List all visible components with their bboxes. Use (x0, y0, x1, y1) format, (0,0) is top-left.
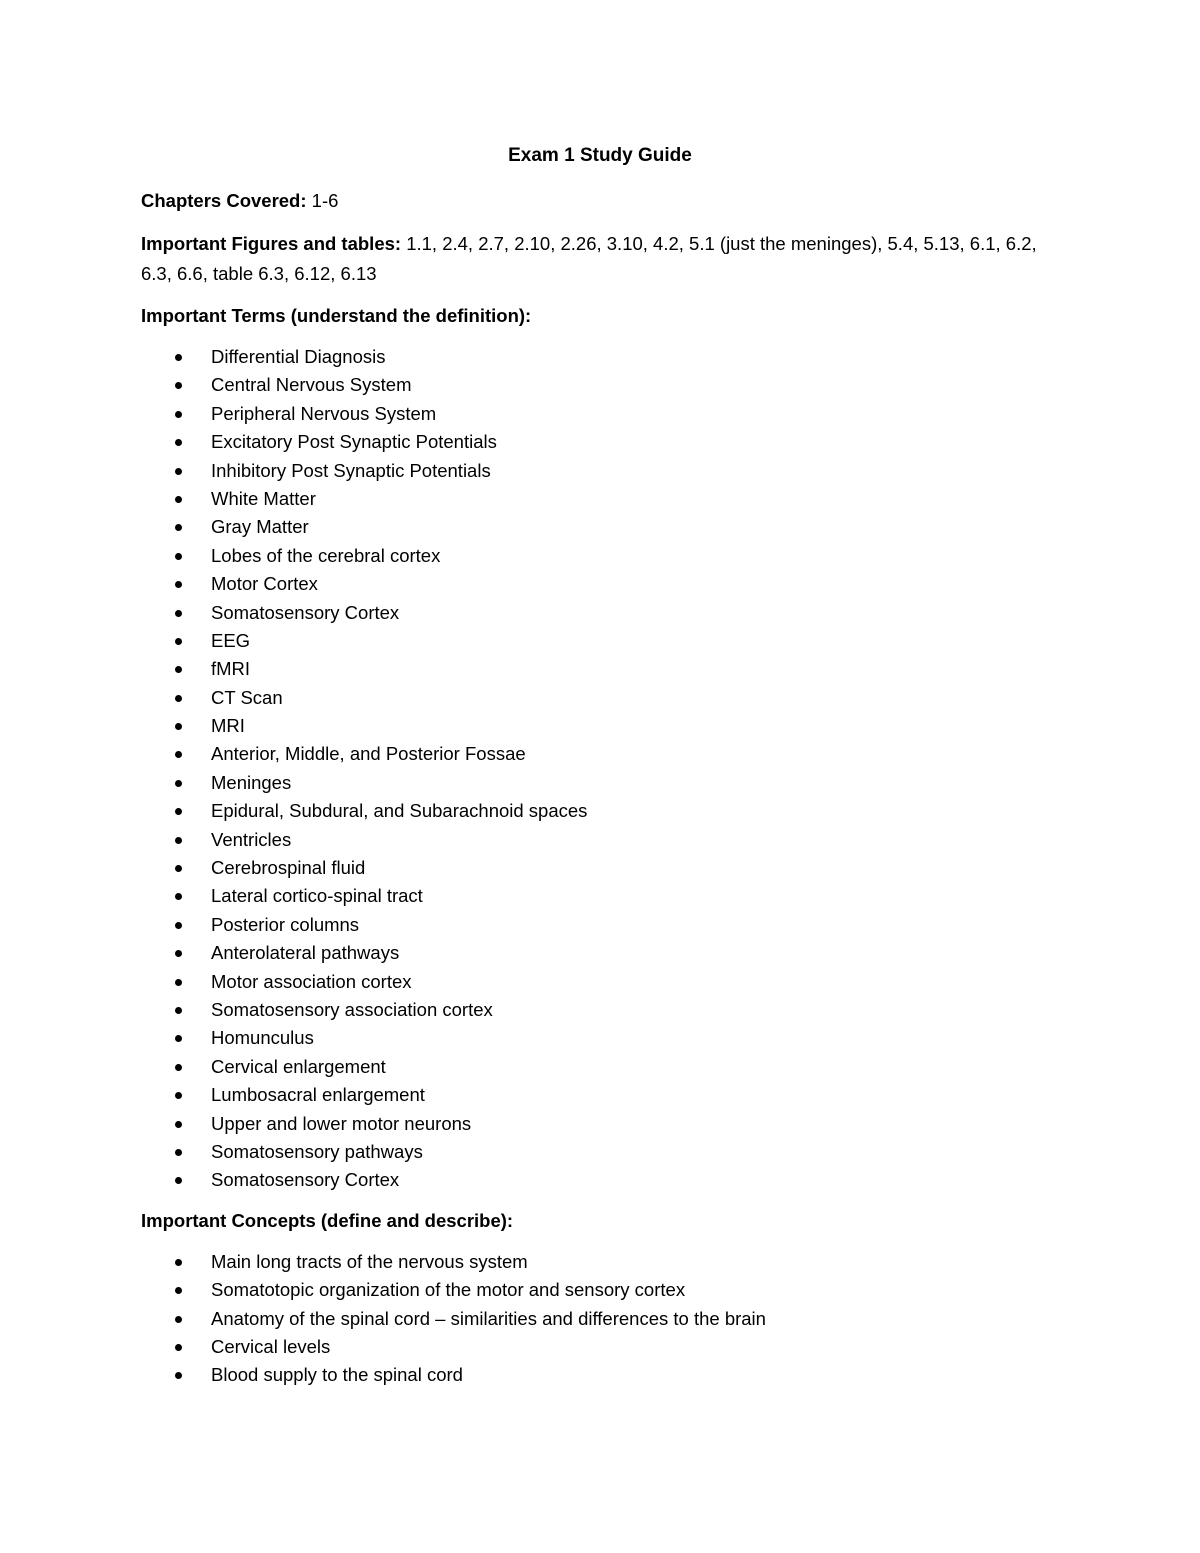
term-item (141, 1110, 1061, 1138)
bullet-icon (175, 610, 182, 617)
bullet-icon (175, 780, 182, 787)
term-item-text: Homunculus (211, 1027, 314, 1049)
bullet-icon (175, 524, 182, 531)
term-item-text: Anterolateral pathways (211, 942, 400, 964)
term-item-text: Motor Cortex (211, 573, 318, 595)
term-item (141, 400, 1061, 428)
term-item-text: Ventricles (211, 828, 292, 850)
term-item (141, 911, 1061, 939)
term-item (141, 570, 1061, 598)
figures-label: Important Figures and tables: (141, 233, 402, 254)
bullet-icon (175, 1372, 182, 1379)
bullet-icon (175, 468, 182, 475)
term-item (141, 740, 1061, 768)
bullet-icon (175, 1064, 182, 1071)
term-item (141, 1166, 1061, 1194)
bullet-icon (175, 496, 182, 503)
bullet-icon (175, 1344, 182, 1351)
term-item-text: Central Nervous System (211, 374, 412, 396)
bullet-icon (175, 695, 182, 702)
bullet-icon (175, 723, 182, 730)
term-item-text: Motor association cortex (211, 970, 412, 992)
bullet-icon (175, 411, 182, 418)
bullet-icon (175, 638, 182, 645)
term-item-text: Somatosensory association cortex (211, 998, 493, 1020)
term-item (141, 826, 1061, 854)
term-item-text: Lateral cortico-spinal tract (211, 885, 423, 907)
term-item-text: fMRI (211, 658, 251, 680)
bullet-icon (175, 553, 182, 560)
concept-item (141, 1248, 1061, 1276)
term-item (141, 457, 1061, 485)
document-body (141, 186, 1061, 1401)
terms-heading: Important Terms (understand the definition): (141, 305, 532, 326)
term-item (141, 599, 1061, 627)
term-item (141, 996, 1061, 1024)
bullet-icon (175, 893, 182, 900)
bullet-icon (175, 837, 182, 844)
term-item (141, 1081, 1061, 1109)
bullet-icon (175, 666, 182, 673)
term-item (141, 1024, 1061, 1052)
term-item-text: Cerebrospinal fluid (211, 857, 366, 879)
concept-item (141, 1276, 1061, 1304)
term-item-text: Differential Diagnosis (211, 346, 386, 367)
term-item-text: Lumbosacral enlargement (211, 1084, 425, 1106)
concept-item (141, 1305, 1061, 1333)
term-item-text: Excitatory Post Synaptic Potentials (211, 431, 497, 453)
bullet-icon (175, 922, 182, 929)
bullet-icon (175, 865, 182, 872)
term-item-text: Meninges (211, 771, 292, 793)
term-item-text: Epidural, Subdural, and Subarachnoid spaces (211, 800, 588, 822)
concept-item-text: Blood supply to the spinal cord (211, 1364, 463, 1386)
term-item (141, 712, 1061, 740)
term-item (141, 854, 1061, 882)
important-figures (141, 229, 1061, 289)
bullet-icon (175, 950, 182, 957)
bullet-icon (175, 979, 182, 986)
concepts-list (141, 1248, 1061, 1390)
term-item-text: White Matter (211, 487, 316, 509)
term-item (141, 939, 1061, 967)
term-item-text: Somatosensory Cortex (211, 601, 400, 623)
concept-item-text: Anatomy of the spinal cord – similarities and differences to the brain (211, 1307, 766, 1329)
term-item-text: Cervical enlargement (211, 1055, 386, 1077)
concept-item-text: Somatotopic organization of the motor and sensory cortex (211, 1279, 686, 1301)
term-item (141, 542, 1061, 570)
term-item-text: Somatosensory pathways (211, 1140, 423, 1162)
bullet-icon (175, 1092, 182, 1099)
term-item (141, 769, 1061, 797)
bullet-icon (175, 1149, 182, 1156)
bullet-icon (175, 1035, 182, 1042)
concept-item (141, 1361, 1061, 1389)
term-item (141, 655, 1061, 683)
term-item-text: EEG (211, 629, 251, 651)
concept-item-text: Cervical levels (211, 1335, 331, 1357)
bullet-icon (175, 354, 182, 361)
chapters-value: 1-6 (306, 190, 339, 211)
term-item (141, 968, 1061, 996)
term-item-text: CT Scan (211, 686, 283, 708)
concept-item-text: Main long tracts of the nervous system (211, 1250, 528, 1272)
term-item-text: Posterior columns (211, 913, 360, 935)
concepts-heading: Important Concepts (define and describe): (141, 1209, 514, 1231)
term-item (141, 684, 1061, 712)
bullet-icon (175, 382, 182, 389)
bullet-icon (175, 581, 182, 588)
bullet-icon (175, 1121, 182, 1128)
term-item (141, 882, 1061, 910)
bullet-icon (175, 1007, 182, 1014)
chapters-label: Chapters Covered: (141, 190, 307, 211)
figures-value: 1.1, 2.4, 2.7, 2.10, 2.26, 3.10, 4.2, 5.1 (just the meninges), 5.4, 5.13, 6.1, 6.2, 6.3, 6.6, table 6.3, 6.12, 6.13 (141, 233, 1037, 284)
term-item-text: Peripheral Nervous System (211, 402, 437, 424)
terms-list (141, 343, 1061, 1195)
bullet-icon (175, 808, 182, 815)
term-item-text: Inhibitory Post Synaptic Potentials (211, 459, 491, 481)
term-item (141, 428, 1061, 456)
term-item-text: Somatosensory Cortex (211, 1169, 400, 1191)
bullet-icon (175, 1177, 182, 1184)
page-title: Exam 1 Study Guide (508, 145, 692, 166)
term-item-text: MRI (211, 715, 245, 737)
term-item (141, 797, 1061, 825)
term-item-text: Lobes of the cerebral cortex (211, 544, 441, 566)
term-item-text: Upper and lower motor neurons (211, 1112, 472, 1134)
bullet-icon (175, 1287, 182, 1294)
term-item-text: Anterior, Middle, and Posterior Fossae (211, 743, 526, 765)
term-item (141, 513, 1061, 541)
bullet-icon (175, 439, 182, 446)
term-item (141, 343, 1061, 371)
concept-item (141, 1333, 1061, 1361)
bullet-icon (175, 1316, 182, 1323)
bullet-icon (175, 1259, 182, 1266)
chapters-covered (141, 186, 1061, 216)
term-item (141, 485, 1061, 513)
term-item (141, 627, 1061, 655)
term-item (141, 371, 1061, 399)
bullet-icon (175, 751, 182, 758)
term-item (141, 1138, 1061, 1166)
term-item-text: Gray Matter (211, 516, 309, 538)
term-item (141, 1053, 1061, 1081)
